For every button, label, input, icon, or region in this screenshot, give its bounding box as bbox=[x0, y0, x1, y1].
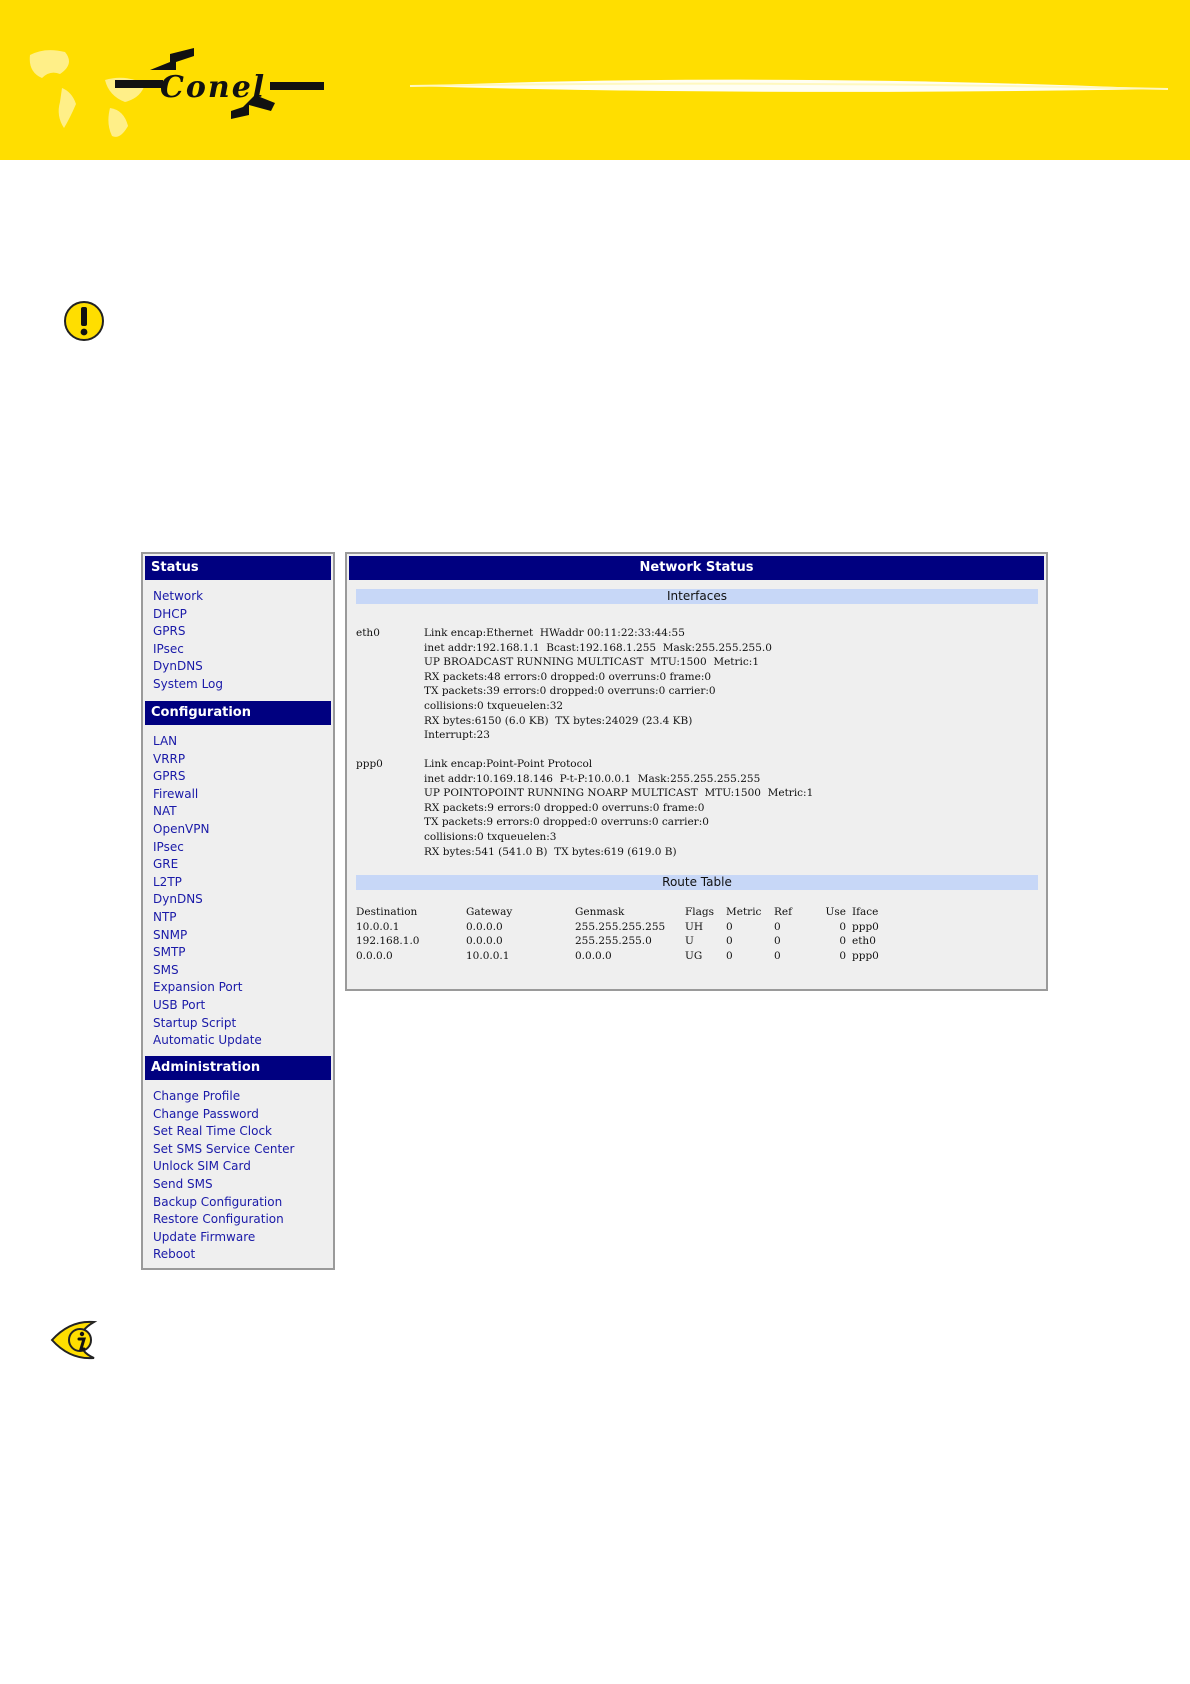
sidebar-item-snmp[interactable]: SNMP bbox=[153, 927, 188, 942]
sidebar-item-network[interactable]: Network bbox=[153, 589, 204, 603]
warning-icon bbox=[63, 300, 105, 342]
table-cell: 0 bbox=[726, 935, 733, 948]
table-cell: U bbox=[685, 935, 694, 948]
table-cell: 0 bbox=[839, 949, 846, 962]
sidebar-item-dyndns[interactable]: DynDNS bbox=[153, 659, 203, 674]
table-row bbox=[356, 920, 892, 935]
sidebar-item-gprs[interactable]: GPRS bbox=[153, 624, 186, 639]
sidebar-item-unlock-sim-card[interactable]: Unlock SIM Card bbox=[153, 1159, 251, 1174]
sidebar-heading-configuration: Configuration bbox=[145, 701, 331, 725]
table-cell: 0.0.0.0 bbox=[466, 920, 503, 933]
header-banner bbox=[0, 0, 1190, 160]
column-header: Flags bbox=[685, 906, 715, 918]
sidebar-item-dhcp[interactable]: DHCP bbox=[153, 606, 187, 621]
table-cell: 0 bbox=[839, 920, 846, 933]
configuration-menu-list bbox=[153, 733, 262, 1050]
table-cell: 10.0.0.1 bbox=[466, 949, 510, 962]
column-header: Use bbox=[825, 906, 846, 918]
interface-details: Link encap:Ethernet HWaddr 00:11:22:33:44:55 inet addr:192.168.1.1 Bcast:192.168.1.255 Mask:255.255.255.0 UP BROADCAST RUNNING MULTICAST MTU:1500 Metric:1 RX packets:48 errors:0 dropped:0 overruns:0 frame:0 TX packets:39 errors:0 dropped:0 overruns:0 carrier:0 collisions:0 txqueuelen:32 RX bytes:6150 (6.0 KB) TX bytes:24029 (23.4 KB) Interrupt:23 bbox=[424, 627, 772, 742]
sidebar-heading-administration: Administration bbox=[145, 1056, 331, 1080]
route-table-section-title: Route Table bbox=[356, 875, 1038, 890]
sidebar-item-l2tp[interactable]: L2TP bbox=[153, 874, 182, 889]
table-cell: 0 bbox=[774, 935, 781, 948]
page-title: Network Status bbox=[349, 556, 1044, 580]
logo-text: Conel bbox=[160, 70, 267, 105]
column-header: Gateway bbox=[466, 906, 513, 918]
sidebar-item-openvpn[interactable]: OpenVPN bbox=[153, 821, 210, 836]
sidebar-item-dyndns-config[interactable]: DynDNS bbox=[153, 892, 203, 907]
sidebar-item-update-firmware[interactable]: Update Firmware bbox=[153, 1229, 256, 1244]
table-cell: 0 bbox=[774, 920, 781, 933]
route-table-header bbox=[356, 905, 892, 920]
table-cell: 0.0.0.0 bbox=[356, 949, 393, 962]
table-cell: ppp0 bbox=[852, 920, 879, 933]
interface-ppp0 bbox=[356, 757, 813, 859]
sidebar-item-gprs-config[interactable]: GPRS bbox=[153, 769, 186, 784]
table-row bbox=[356, 949, 892, 964]
table-cell: 192.168.1.0 bbox=[356, 935, 420, 948]
table-cell: UH bbox=[685, 920, 704, 933]
table-cell: UG bbox=[685, 949, 703, 962]
interface-eth0 bbox=[356, 626, 772, 743]
interfaces-section-title: Interfaces bbox=[356, 589, 1038, 604]
sidebar-item-ntp[interactable]: NTP bbox=[153, 909, 177, 924]
sidebar-item-change-profile[interactable]: Change Profile bbox=[153, 1089, 241, 1103]
sidebar-heading-status: Status bbox=[145, 556, 331, 580]
sidebar-item-backup-configuration[interactable]: Backup Configuration bbox=[153, 1194, 283, 1209]
info-eye-icon bbox=[50, 1314, 100, 1364]
sidebar-item-smtp[interactable]: SMTP bbox=[153, 945, 186, 960]
column-header: Destination bbox=[356, 906, 418, 918]
table-cell: 255.255.255.0 bbox=[575, 935, 652, 948]
table-cell: 255.255.255.255 bbox=[575, 920, 666, 933]
table-cell: 0 bbox=[774, 949, 781, 962]
sidebar-item-nat[interactable]: NAT bbox=[153, 804, 177, 819]
interface-name: eth0 bbox=[356, 627, 380, 639]
sidebar-item-change-password[interactable]: Change Password bbox=[153, 1106, 259, 1121]
sidebar-item-restore-configuration[interactable]: Restore Configuration bbox=[153, 1212, 284, 1227]
table-cell: 0.0.0.0 bbox=[575, 949, 612, 962]
table-cell: 0 bbox=[839, 935, 846, 948]
sidebar-item-startup-script[interactable]: Startup Script bbox=[153, 1015, 237, 1030]
administration-menu-list bbox=[153, 1088, 294, 1264]
sidebar-item-sms[interactable]: SMS bbox=[153, 962, 179, 977]
table-cell: ppp0 bbox=[852, 949, 879, 962]
sidebar-item-send-sms[interactable]: Send SMS bbox=[153, 1176, 213, 1191]
column-header: Metric bbox=[726, 906, 762, 918]
sidebar-item-lan[interactable]: LAN bbox=[153, 734, 178, 748]
sidebar-item-firewall[interactable]: Firewall bbox=[153, 786, 199, 801]
sidebar-item-expansion-port[interactable]: Expansion Port bbox=[153, 980, 243, 995]
sidebar-item-automatic-update[interactable]: Automatic Update bbox=[153, 1033, 262, 1048]
sidebar-item-usb-port[interactable]: USB Port bbox=[153, 997, 206, 1012]
interface-name: ppp0 bbox=[356, 758, 383, 770]
table-cell: 0 bbox=[726, 949, 733, 962]
sidebar-item-system-log[interactable]: System Log bbox=[153, 676, 223, 691]
column-header: Genmask bbox=[575, 906, 625, 918]
route-table bbox=[356, 905, 892, 963]
sidebar-item-ipsec[interactable]: IPsec bbox=[153, 641, 184, 656]
sidebar-item-set-real-time-clock[interactable]: Set Real Time Clock bbox=[153, 1124, 272, 1139]
status-menu-list bbox=[153, 588, 223, 694]
interface-details: Link encap:Point-Point Protocol inet addr:10.169.18.146 P-t-P:10.0.0.1 Mask:255.255.255.255 UP POINTOPOINT RUNNING NOARP MULTICAST MTU:1500 Metric:1 RX packets:9 errors:0 dropped:0 overruns:0 frame:0 TX packets:9 errors:0 dropped:0 overruns:0 carrier:0 collisions:0 txqueuelen:3 RX bytes:541 (541.0 B) TX bytes:619 (619.0 B) bbox=[424, 758, 814, 858]
column-header: Iface bbox=[852, 906, 879, 918]
column-header: Ref bbox=[774, 906, 793, 918]
sidebar-item-reboot[interactable]: Reboot bbox=[153, 1247, 196, 1262]
sidebar-menu bbox=[141, 552, 335, 1270]
sidebar-item-gre[interactable]: GRE bbox=[153, 857, 179, 872]
table-row bbox=[356, 934, 892, 949]
table-cell: 0.0.0.0 bbox=[466, 935, 503, 948]
table-cell: 0 bbox=[726, 920, 733, 933]
table-cell: eth0 bbox=[852, 935, 876, 948]
sidebar-item-ipsec-config[interactable]: IPsec bbox=[153, 839, 184, 854]
table-cell: 10.0.0.1 bbox=[356, 920, 400, 933]
sidebar-item-vrrp[interactable]: VRRP bbox=[153, 751, 186, 766]
network-status-panel bbox=[345, 552, 1048, 991]
sidebar-item-set-sms-service-center[interactable]: Set SMS Service Center bbox=[153, 1141, 295, 1156]
